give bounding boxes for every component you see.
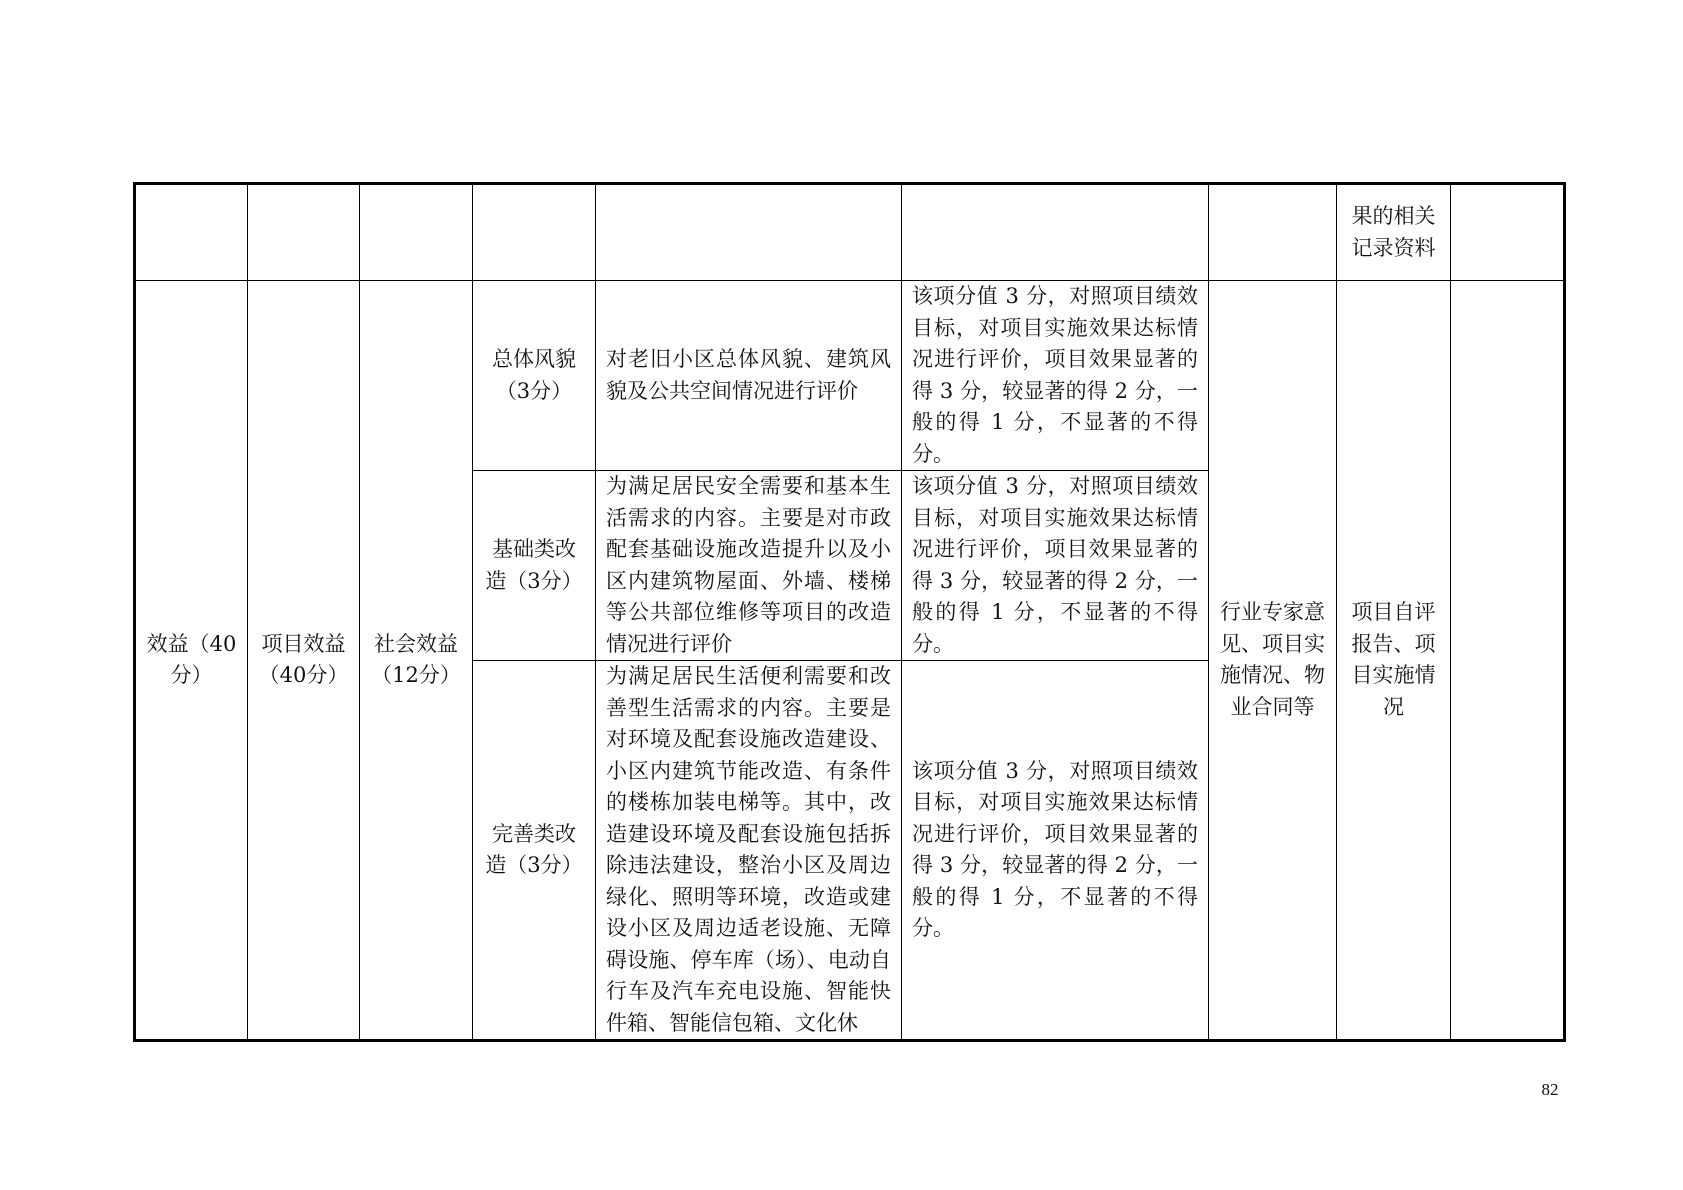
empty-cell (596, 184, 902, 281)
level1-indicator-cell: 效益（40分） (135, 281, 248, 1041)
empty-cell (1451, 184, 1565, 281)
item-scoring-cell: 该项分值 3 分，对照项目绩效目标，对项目实施效果达标情况进行评价，项目效果显著的得 3 分，较显著的得 2 分，一般的得 1 分，不显著的不得分。 (902, 281, 1209, 471)
level2-indicator-cell: 项目效益（40分） (248, 281, 360, 1041)
item-description-cell: 为满足居民安全需要和基本生活需求的内容。主要是对市政配套基础设施改造提升以及小区内建筑物屋面、外墙、楼梯等公共部位维修等项目的改造情况进行评价 (596, 471, 902, 661)
item-name-cell: 总体风貌（3分） (473, 281, 596, 471)
evidence-cell: 行业专家意见、项目实施情况、物业合同等 (1209, 281, 1337, 1041)
empty-cell (473, 184, 596, 281)
evaluation-table (133, 182, 1566, 1042)
empty-cell (1209, 184, 1337, 281)
item-description-cell: 为满足居民生活便利需要和改善型生活需求的内容。主要是对环境及配套设施改造建设、小区内建筑节能改造、有条件的楼栋加装电梯等。其中，改造建设环境及配套设施包括拆除违法建设，整治小区及周边绿化、照明等环境，改造或建设小区及周边适老设施、无障碍设施、停车库（场）、电动自行车及汽车充电设施、智能快件箱、智能信包箱、文化休 (596, 661, 902, 1041)
item-scoring-cell: 该项分值 3 分，对照项目绩效目标，对项目实施效果达标情况进行评价，项目效果显著的得 3 分，较显著的得 2 分，一般的得 1 分，不显著的不得分。 (902, 661, 1209, 1041)
carry-over-source-cell: 果的相关记录资料 (1337, 184, 1451, 281)
level3-indicator-cell: 社会效益（12分） (360, 281, 473, 1041)
empty-cell (902, 184, 1209, 281)
page-number: 82 (1541, 1080, 1559, 1099)
empty-cell (360, 184, 473, 281)
item-name-cell: 基础类改造（3分） (473, 471, 596, 661)
item-description-cell: 对老旧小区总体风貌、建筑风貌及公共空间情况进行评价 (596, 281, 902, 471)
table-row (135, 281, 1565, 471)
empty-cell (248, 184, 360, 281)
item-name-cell: 完善类改造（3分） (473, 661, 596, 1041)
item-scoring-cell: 该项分值 3 分，对照项目绩效目标，对项目实施效果达标情况进行评价，项目效果显著的得 3 分，较显著的得 2 分，一般的得 1 分，不显著的不得分。 (902, 471, 1209, 661)
empty-cell (135, 184, 248, 281)
continued-row (135, 184, 1565, 281)
empty-cell (1451, 281, 1565, 1041)
source-cell: 项目自评报告、项目实施情况 (1337, 281, 1451, 1041)
